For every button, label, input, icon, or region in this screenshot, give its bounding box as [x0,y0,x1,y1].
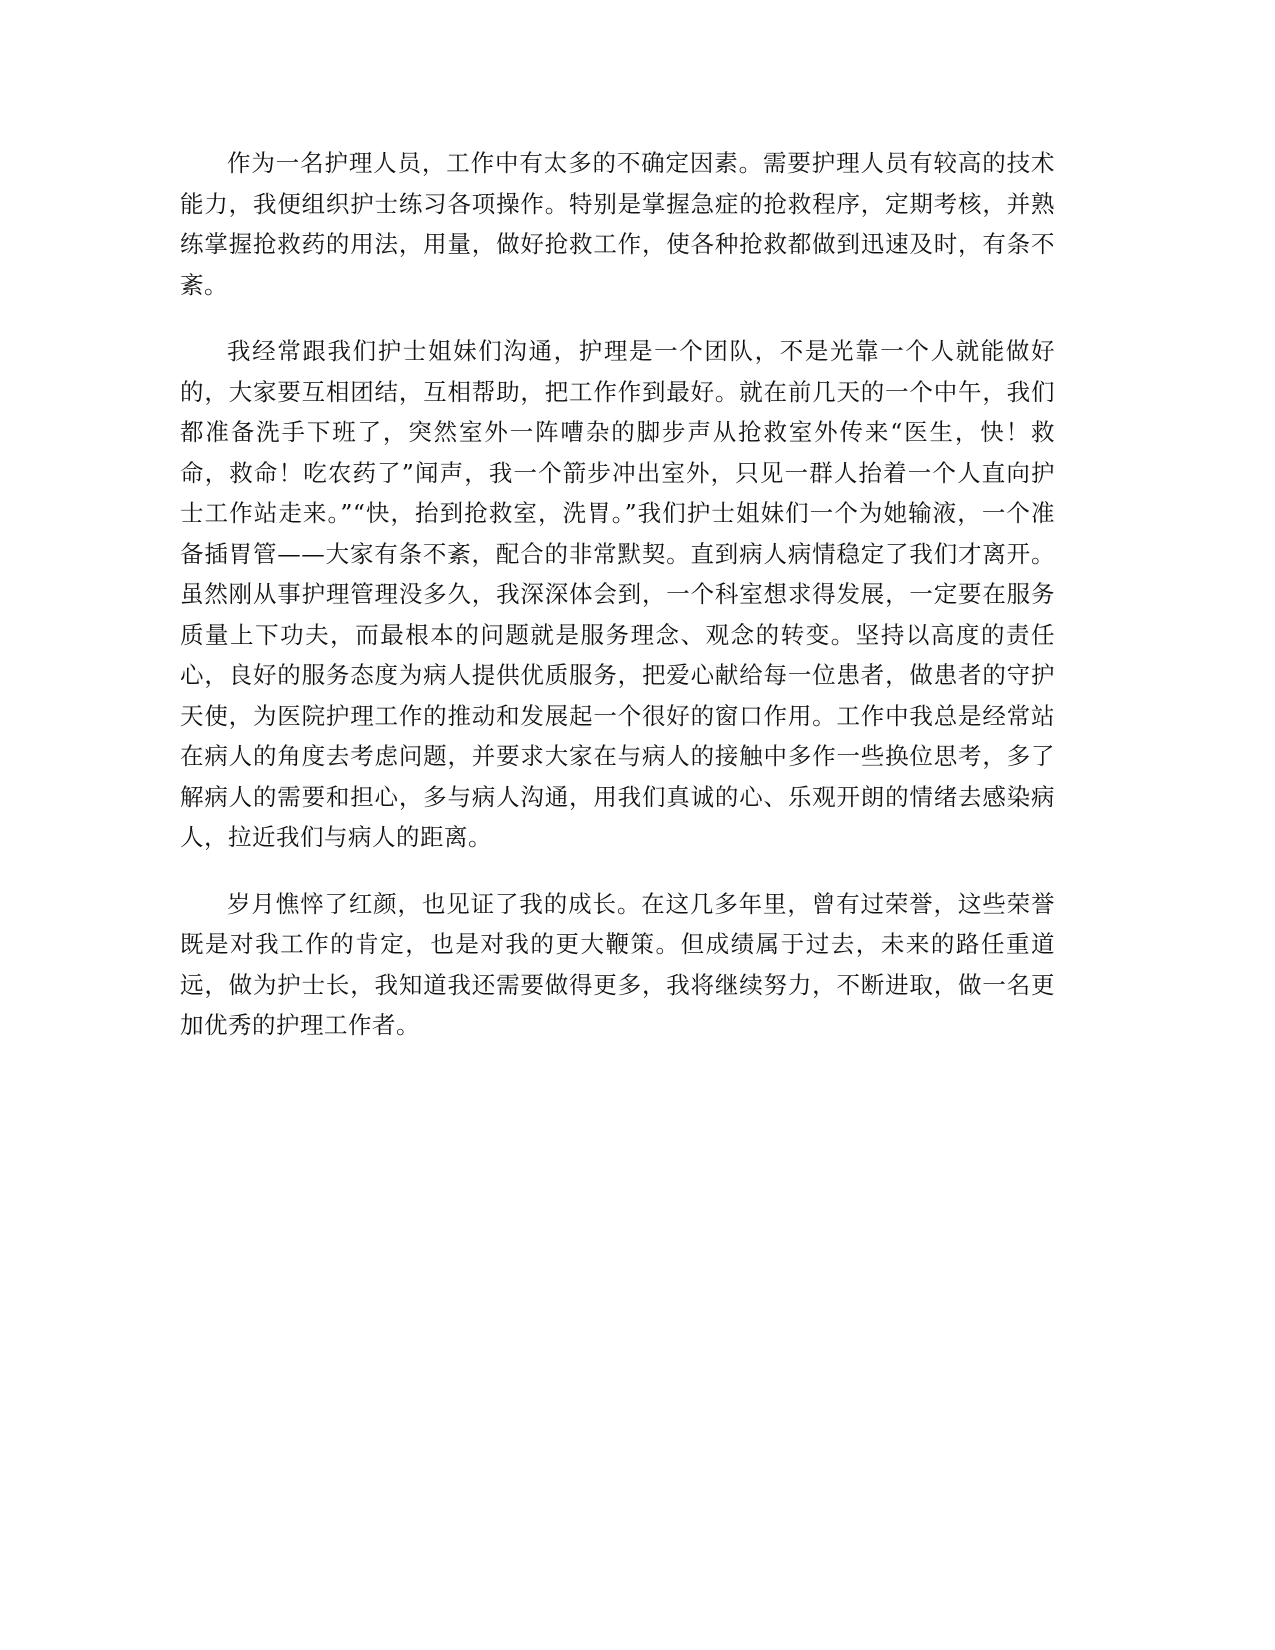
paragraph-skills: 作为一名护理人员，工作中有太多的不确定因素。需要护理人员有较高的技术能力，我便组织护士练习各项操作。特别是掌握急症的抢救程序，定期考核，并熟练掌握抢救药的用法，用量，做好抢救工作，使各种抢救都做到迅速及时，有条不紊。 [180,149,1055,299]
document-body [180,143,1055,1072]
paragraph-teamwork: 我经常跟我们护士姐妹们沟通，护理是一个团队，不是光靠一个人就能做好的，大家要互相团结，互相帮助，把工作作到最好。就在前几天的一个中午，我们都准备洗手下班了，突然室外一阵嘈杂的脚步声从抢救室外传来“医生，快！救命，救命！吃农药了”闻声，我一个箭步冲出室外，只见一群人抬着一个人直向护士工作站走来。”“快，抬到抢救室，洗胃。”我们护士姐妹们一个为她输液，一个准备插胃管——大家有条不紊，配合的非常默契。直到病人病情稳定了我们才离开。虽然刚从事护理管理没多久，我深深体会到，一个科室想求得发展，一定要在服务质量上下功夫，而最根本的问题就是服务理念、观念的转变。坚持以高度的责任心，良好的服务态度为病人提供优质服务，把爱心献给每一位患者，做患者的守护天使，为医院护理工作的推动和发展起一个很好的窗口作用。工作中我总是经常站在病人的角度去考虑问题，并要求大家在与病人的接触中多作一些换位思考，多了解病人的需要和担心，多与病人沟通，用我们真诚的心、乐观开朗的情绪去感染病人，拉近我们与病人的距离。 [180,337,1055,851]
paragraph-growth: 岁月憔悴了红颜，也见证了我的成长。在这几多年里，曾有过荣誉，这些荣誉既是对我工作的肯定，也是对我的更大鞭策。但成绩属于过去，未来的路任重道远，做为护士长，我知道我还需要做得更多，我将继续努力，不断进取，做一名更加优秀的护理工作者。 [180,889,1055,1039]
